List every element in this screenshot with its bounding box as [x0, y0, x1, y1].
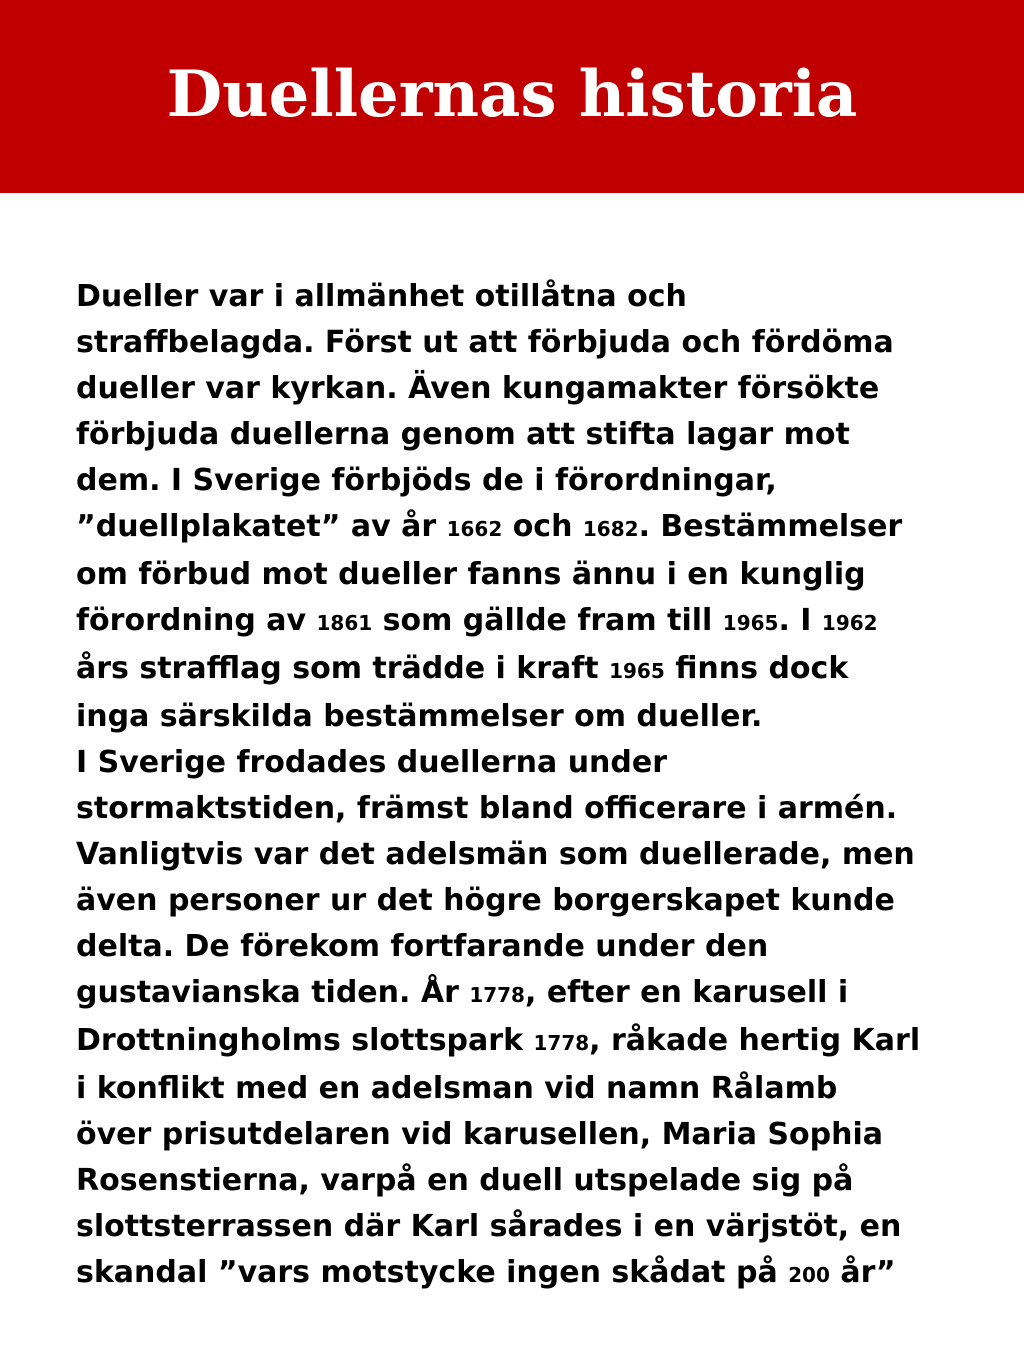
year-number: 200 — [788, 1263, 830, 1287]
text-segment: och — [502, 509, 583, 544]
text-segment: I Sverige frodades duellerna under — [76, 745, 668, 780]
year-number: 1965 — [722, 611, 779, 635]
text-segment: även personer ur det högre borgerskapet kunde — [76, 883, 895, 918]
text-segment: gustavianska tiden. År — [76, 975, 470, 1010]
text-segment: dueller var kyrkan. Även kungamakter försökte — [76, 371, 880, 406]
text-line — [76, 320, 976, 366]
text-segment: Drottningholms slottspark — [76, 1023, 534, 1058]
text-line — [76, 552, 976, 598]
text-line — [76, 274, 976, 320]
text-segment: delta. De förekom fortfarande under den — [76, 929, 769, 964]
text-segment: i konflikt med en adelsman vid namn Rålamb — [76, 1071, 838, 1106]
title-banner — [0, 0, 1024, 193]
text-segment: dem. I Sverige förbjöds de i förordningar, — [76, 463, 777, 498]
text-segment: . Bestämmelser — [638, 509, 903, 544]
text-segment: år” — [829, 1255, 896, 1290]
year-number: 1662 — [446, 517, 503, 541]
text-line — [76, 458, 976, 504]
year-number: 1682 — [582, 517, 639, 541]
text-line — [76, 1112, 976, 1158]
text-line — [76, 646, 976, 694]
year-number: 1778 — [469, 983, 525, 1007]
text-line — [76, 786, 976, 832]
paragraph — [76, 740, 976, 1298]
text-segment: . I — [778, 603, 822, 638]
text-segment: förordning av — [76, 603, 317, 638]
year-number: 1778 — [533, 1031, 590, 1055]
text-segment: slottsterrassen där Karl sårades i en värjstöt, en — [76, 1209, 902, 1244]
text-line — [76, 412, 976, 458]
text-line — [76, 1158, 976, 1204]
text-segment: Vanligtvis var det adelsmän som duellerade, men — [76, 837, 915, 872]
text-line — [76, 1066, 976, 1112]
text-line — [76, 694, 976, 740]
text-line — [76, 598, 976, 646]
paragraph — [76, 274, 976, 740]
text-segment: , efter en karusell i — [524, 975, 849, 1010]
text-segment: förbjuda duellerna genom att stifta lagar mot — [76, 417, 850, 452]
text-line — [76, 878, 976, 924]
text-segment: som gällde fram till — [372, 603, 723, 638]
text-segment: finns dock — [664, 651, 849, 686]
text-line — [76, 924, 976, 970]
text-segment: över prisutdelaren vid karusellen, Maria Sophia — [76, 1117, 884, 1152]
text-segment: stormaktstiden, främst bland officerare i armén. — [76, 791, 898, 826]
text-line — [76, 366, 976, 412]
text-segment: Dueller var i allmänhet otillåtna och — [76, 279, 687, 314]
text-segment: straffbelagda. Först ut att förbjuda och fördöma — [76, 325, 894, 360]
year-number: 1962 — [821, 611, 878, 635]
text-line — [76, 1204, 976, 1250]
text-segment: om förbud mot dueller fanns ännu i en kunglig — [76, 557, 866, 592]
text-line — [76, 832, 976, 878]
text-line — [76, 970, 976, 1018]
text-line — [76, 740, 976, 786]
text-segment: Rosenstierna, varpå en duell utspelade sig på — [76, 1163, 854, 1198]
year-number: 1861 — [316, 611, 373, 635]
text-segment: , råkade hertig Karl — [589, 1023, 921, 1058]
body-text — [76, 274, 976, 1298]
text-segment: ”duellplakatet” av år — [76, 509, 447, 544]
text-segment: års strafflag som trädde i kraft — [76, 651, 610, 686]
text-line — [76, 1018, 976, 1066]
text-segment: skandal ”vars motstycke ingen skådat på — [76, 1255, 789, 1290]
page-title: Duellernas historia — [166, 56, 858, 132]
text-line — [76, 1250, 976, 1298]
text-line — [76, 504, 976, 552]
year-number: 1965 — [609, 659, 665, 683]
text-segment: inga särskilda bestämmelser om dueller. — [76, 699, 763, 734]
